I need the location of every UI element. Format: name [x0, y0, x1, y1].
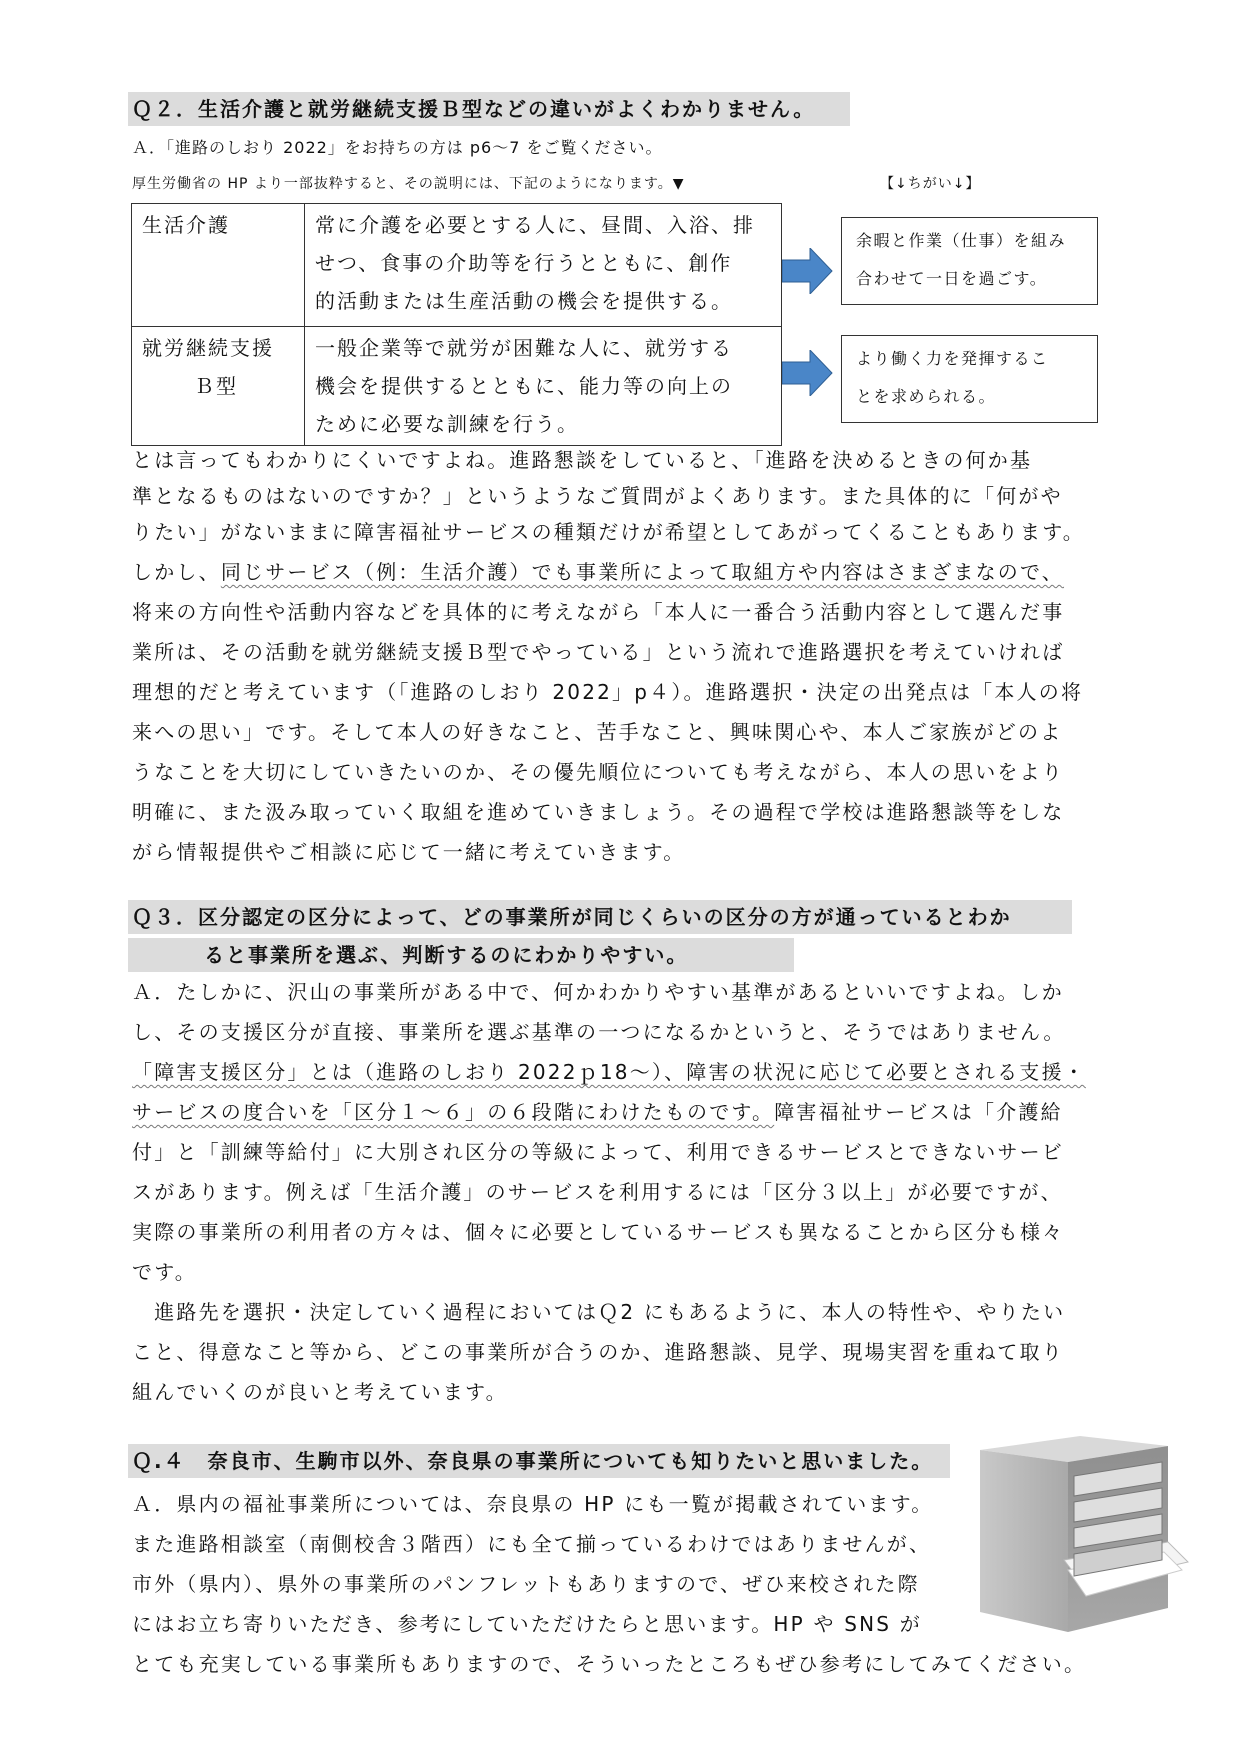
service-name: 就労継続支援	[142, 336, 274, 360]
q3-body-line: 付」と「訓練等給付」に大別され区分の等級によって、利用できるサービスとできないサービ	[132, 1140, 1064, 1164]
q3-heading-line1: Ｑ３．区分認定の区分によって、どの事業所が同じくらいの区分の方が通っているとわか	[128, 900, 1072, 934]
difference-box	[841, 217, 1098, 305]
q4-body-line: Ａ．県内の福祉事業所については、奈良県の HP にも一覧が掲載されています。	[132, 1492, 934, 1516]
q3-body-line	[132, 1100, 1063, 1124]
q2-body-line: 準となるものはないのですか？」というようなご質問がよくあります。また具体的に「何がや	[132, 484, 1063, 508]
q4-body-line: にはお立ち寄りいただき、参考にしていただけたらと思います。HP や SNS が	[132, 1612, 922, 1636]
q2-answer-intro: Ａ．「進路のしおり 2022」をお持ちの方は p6～7 をご覧ください。	[132, 138, 663, 157]
service-name-cell	[132, 327, 305, 446]
q2-diff-label: 【↓ちがい↓】	[880, 176, 981, 192]
q3-heading-line2: ると事業所を選ぶ、判断するのにわかりやすい。	[128, 938, 794, 972]
difference-box-line: とを求められる。	[856, 387, 997, 406]
q3-body-line: こと、得意なこと等から、どこの事業所が合うのか、進路懇談、見学、現場実習を重ねて取り	[132, 1340, 1064, 1364]
difference-box	[841, 335, 1098, 423]
service-desc-line: 機会を提供するとともに、能力等の向上の	[315, 374, 733, 398]
service-desc-cell	[305, 204, 782, 327]
service-desc-line: せつ、食事の介助等を行うとともに、創作	[315, 251, 733, 275]
q3-body-line: です。	[132, 1260, 197, 1284]
q3-body-line: Ａ．たしかに、沢山の事業所がある中で、何かわかりやすい基準があるといいですよね。しか	[132, 980, 1064, 1004]
table-row	[132, 204, 782, 327]
q2-body-text: しかし、	[132, 560, 221, 584]
q2-body-line: とは言ってもわかりにくいですよね。進路懇談をしていると、「進路を決めるときの何か基	[132, 448, 1033, 472]
q2-body-line: 業所は、その活動を就労継続支援Ｂ型でやっている」という流れで進路選択を考えていければ	[132, 640, 1065, 664]
q3-underlined-text: サービスの度合いを「区分１～６」の６段階にわけたものです。	[132, 1100, 775, 1124]
right-arrow-icon	[782, 248, 834, 294]
q2-body-line: うなことを大切にしていきたいのか、その優先順位についても考えながら、本人の思いをより	[132, 760, 1064, 784]
q3-underlined-text: 「障害支援区分」とは（進路のしおり 2022ｐ18～）、障害の状況に応じて必要とされる支援・	[132, 1060, 1086, 1084]
service-desc-line: 常に介護を必要とする人に、昼間、入浴、排	[315, 213, 755, 237]
q2-body-line: 将来の方向性や活動内容などを具体的に考えながら「本人に一番合う活動内容として選んだ事	[132, 600, 1065, 624]
q2-body-line: がら情報提供やご相談に応じて一緒に考えていきます。	[132, 840, 686, 864]
difference-box-line: 合わせて一日を過ごす。	[856, 269, 1048, 288]
q3-body-line: 実際の事業所の利用者の方々は、個々に必要としているサービスも異なることから区分も様々	[132, 1220, 1065, 1244]
q3-body-line: スがあります。例えば「生活介護」のサービスを利用するには「区分３以上」が必要ですが、	[132, 1180, 1063, 1204]
q3-body-line	[132, 1060, 1086, 1084]
q4-body-line: また進路相談室（南側校舎３階西）にも全て揃っているわけではありませんが、	[132, 1532, 932, 1556]
q3-body-text: 障害福祉サービスは「介護給	[774, 1100, 1063, 1124]
q4-body-line: とても充実している事業所もありますので、そういったところもぜひ参考にしてみてください。	[132, 1652, 1087, 1676]
q2-body-line: 来への思い」です。そして本人の好きなこと、苦手なこと、興味関心や、本人ご家族がどのよ	[132, 720, 1063, 744]
service-desc-line: 一般企業等で就労が困難な人に、就労する	[315, 336, 733, 360]
q2-body-line	[132, 560, 1064, 584]
difference-box-line: より働く力を発揮するこ	[856, 349, 1049, 368]
service-desc-line: 的活動または生産活動の機会を提供する。	[315, 289, 733, 313]
file-cabinet-icon	[968, 1436, 1190, 1640]
q2-underlined-text: 同じサービス（例：生活介護）でも事業所によって取組方や内容はさまざまなので、	[220, 560, 1065, 584]
right-arrow-icon	[782, 350, 834, 396]
q2-body-line: 理想的だと考えています（「進路のしおり 2022」p４）。進路選択・決定の出発点は「本人の将	[132, 680, 1084, 704]
q3-body-line: 組んでいくのが良いと考えています。	[132, 1380, 508, 1404]
q2-source-note: 厚生労働省の HP より一部抜粋すると、その説明には、下記のようになります。▼	[132, 176, 685, 192]
q4-body-line: 市外（県内）、県外の事業所のパンフレットもありますので、ぜひ来校された際	[132, 1572, 920, 1596]
service-name-cell	[132, 204, 305, 327]
difference-box-line: 余暇と作業（仕事）を組み	[856, 231, 1067, 250]
table-row	[132, 327, 782, 446]
q2-body-line: 明確に、また汲み取っていく取組を進めていきましょう。その過程で学校は進路懇談等をしな	[132, 800, 1065, 824]
q3-body-line: し、その支援区分が直接、事業所を選ぶ基準の一つになるかというと、そうではありません。	[132, 1020, 1066, 1044]
service-name: 生活介護	[142, 213, 230, 237]
service-comparison-table	[131, 203, 782, 446]
q2-body-line: りたい」がないままに障害福祉サービスの種類だけが希望としてあがってくることもあります。	[132, 520, 1085, 544]
q2-heading: Ｑ２．生活介護と就労継続支援Ｂ型などの違いがよくわかりません。	[128, 92, 850, 126]
q3-body-line: 進路先を選択・決定していく過程においてはＱ2 にもあるように、本人の特性や、やりたい	[132, 1300, 1066, 1324]
service-desc-cell	[305, 327, 782, 446]
service-desc-line: ために必要な訓練を行う。	[315, 412, 579, 436]
q4-heading: Ｑ.４ 奈良市、生駒市以外、奈良県の事業所についても知りたいと思いました。	[128, 1444, 950, 1478]
service-name-sub: Ｂ型	[194, 374, 238, 398]
